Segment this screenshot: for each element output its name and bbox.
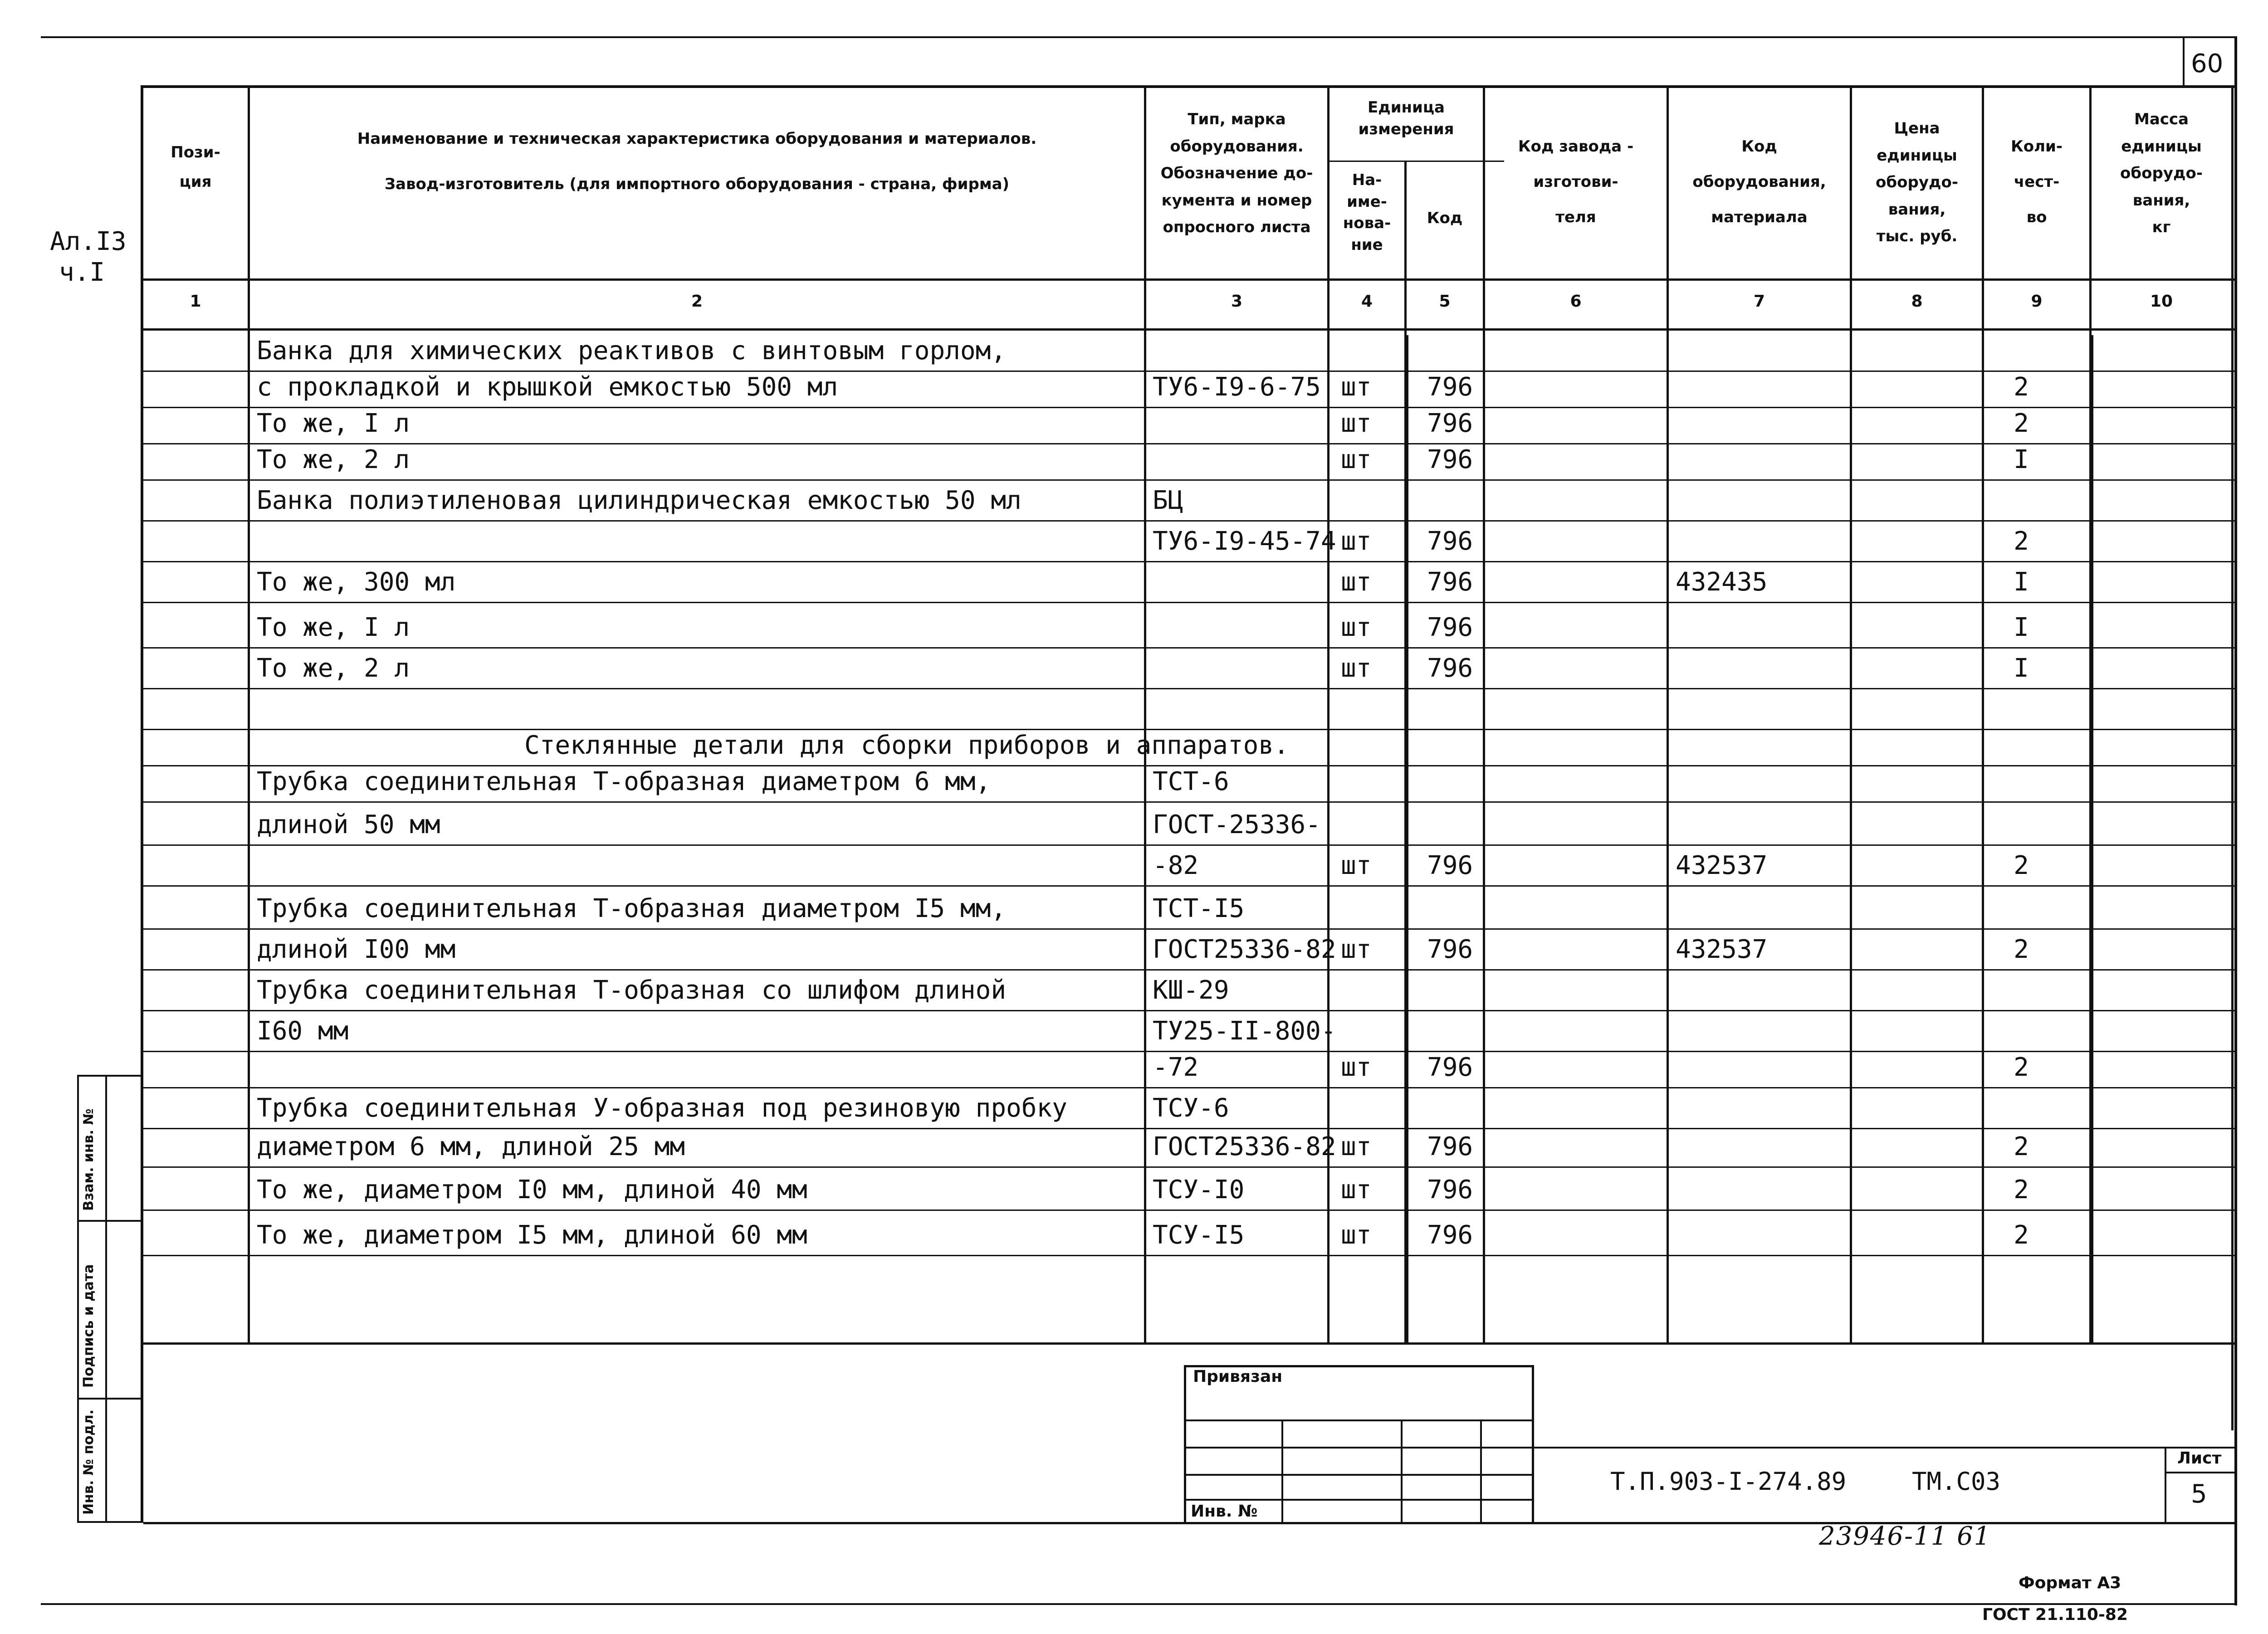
table-row — [143, 766, 2234, 802]
table-row — [143, 689, 2234, 730]
cell-qty: 2 — [2014, 1175, 2029, 1205]
header-unit-code: Код — [1427, 209, 1463, 227]
cell-code: 796 — [1427, 851, 1473, 880]
cell-code: 796 — [1427, 409, 1473, 438]
bound-label: Привязан — [1193, 1367, 1283, 1386]
table-row — [143, 408, 2234, 444]
cell-code: 796 — [1427, 1175, 1473, 1205]
cell-eq-code: 432537 — [1676, 935, 1768, 964]
table-row — [143, 886, 2234, 929]
table-row — [143, 444, 2234, 480]
frame-right — [2234, 36, 2237, 1605]
header-price: Цена единицы оборудо- вания, тыс. руб. — [1876, 119, 1958, 245]
cell-code: 796 — [1427, 1220, 1473, 1250]
header-position: Пози- ция — [171, 143, 220, 191]
cell-name: То же, 300 мл — [257, 567, 456, 597]
side-stamp-strip — [77, 1075, 141, 1524]
header-unit-name: На- име- нова- ние — [1343, 171, 1391, 254]
colnum-9: 9 — [2031, 292, 2043, 311]
gost-label: ГОСТ 21.110-82 — [1982, 1605, 2128, 1624]
table-row — [143, 730, 2234, 766]
table-row — [143, 371, 2234, 408]
cell-unit: шт — [1341, 527, 1372, 556]
cell-type: ГОСТ-25336- — [1153, 810, 1321, 839]
colnum-7: 7 — [1753, 292, 1765, 311]
format-label: Формат А3 — [2019, 1574, 2121, 1592]
sheet-label: Лист — [2177, 1449, 2222, 1468]
table-row — [143, 1129, 2234, 1167]
table-row — [143, 970, 2234, 1011]
table-row — [143, 1167, 2234, 1210]
side-label-line2: ч.I — [59, 258, 105, 287]
cell-name: Трубка соединительная Т-образная со шлифом длиной — [257, 976, 1007, 1005]
cell-name: Банка полиэтиленовая цилиндрическая емкостью 50 мл — [257, 486, 1022, 515]
table-row — [143, 1052, 2234, 1088]
cell-code: 796 — [1427, 527, 1473, 556]
cell-name: I60 мм — [257, 1016, 349, 1046]
cell-unit: шт — [1341, 1132, 1372, 1161]
table-row — [143, 521, 2234, 562]
header-name-line1: Наименование и техническая характеристика оборудования и материалов. — [357, 130, 1037, 148]
cell-unit: шт — [1341, 445, 1372, 474]
header-quantity: Коли- чест- во — [2011, 137, 2063, 227]
cell-type: ТСТ-6 — [1153, 767, 1229, 796]
table-row — [143, 562, 2234, 603]
colnum-8: 8 — [1911, 292, 1923, 311]
table-row — [143, 1088, 2234, 1129]
table-row — [143, 802, 2234, 845]
cell-code: 796 — [1427, 654, 1473, 683]
cell-name: Трубка соединительная Т-образная диаметром I5 мм, — [257, 894, 1007, 923]
cell-qty: 2 — [2014, 1053, 2029, 1082]
cell-name: То же, диаметром I0 мм, длиной 40 мм — [257, 1175, 807, 1205]
header-type: Тип, марка оборудования. Обозначение до- кумента и номер опросного листа — [1160, 110, 1313, 236]
spec-table — [143, 88, 2234, 1344]
cell-qty: 2 — [2014, 527, 2029, 556]
table-row — [143, 648, 2234, 689]
cell-qty: I — [2014, 613, 2029, 642]
colnum-1: 1 — [190, 292, 201, 311]
cell-qty: 2 — [2014, 1220, 2029, 1250]
cell-code: 796 — [1427, 445, 1473, 474]
top-margin-line — [41, 36, 2236, 38]
stamp-signature-date: Подпись и дата — [81, 1264, 97, 1388]
cell-unit: шт — [1341, 613, 1372, 642]
cell-name: То же, I л — [257, 409, 410, 438]
cell-name: длиной 50 мм — [257, 810, 440, 839]
handwritten-note: 23946-11 61 — [1819, 1522, 1991, 1551]
colnum-3: 3 — [1231, 292, 1243, 311]
cell-qty: 2 — [2014, 372, 2029, 402]
cell-name: То же, I л — [257, 613, 410, 642]
table-row — [143, 1011, 2234, 1052]
cell-type: ТСУ-I0 — [1153, 1175, 1245, 1205]
cell-code: 796 — [1427, 372, 1473, 402]
cell-type: ТУ6-I9-45-74 — [1153, 527, 1336, 556]
document-code: Т.П.903-I-274.89 — [1610, 1467, 1847, 1496]
cell-type: БЦ — [1153, 486, 1183, 515]
document-mark: ТМ.С03 — [1912, 1467, 2001, 1496]
cell-type: КШ-29 — [1153, 976, 1229, 1005]
header-unit: Единица измерения — [1358, 98, 1454, 138]
table-row — [143, 480, 2234, 521]
table-row — [143, 929, 2234, 970]
cell-unit: шт — [1341, 1220, 1372, 1250]
cell-unit: шт — [1341, 654, 1372, 683]
inventory-label: Инв. № — [1191, 1502, 1258, 1521]
cell-eq-code: 432537 — [1676, 851, 1768, 880]
cell-type: ТСТ-I5 — [1153, 894, 1245, 923]
stamp-original-inv: Инв. № подл. — [81, 1409, 97, 1515]
table-row — [143, 603, 2234, 648]
cell-qty: 2 — [2014, 935, 2029, 964]
cell-unit: шт — [1341, 935, 1372, 964]
cell-name: Банка для химических реактивов с винтовым горлом, — [257, 336, 1007, 366]
sheet-number: 5 — [2191, 1479, 2207, 1509]
header-equipment-code: Код оборудования, материала — [1692, 137, 1826, 227]
cell-type: ТУ25-II-800- — [1153, 1016, 1336, 1046]
frame-bottom — [41, 1603, 2237, 1605]
cell-name: Трубка соединительная Т-образная диаметром 6 мм, — [257, 767, 991, 796]
colnum-5: 5 — [1439, 292, 1451, 311]
table-row — [143, 1210, 2234, 1256]
colnum-4: 4 — [1361, 292, 1373, 311]
cell-name: длиной I00 мм — [257, 935, 456, 964]
cell-eq-code: 432435 — [1676, 567, 1768, 597]
cell-unit: шт — [1341, 372, 1372, 402]
colnum-10: 10 — [2150, 292, 2173, 311]
cell-code: 796 — [1427, 1132, 1473, 1161]
cell-type: -72 — [1153, 1053, 1199, 1082]
cell-unit: шт — [1341, 567, 1372, 597]
page-number-box-left — [2183, 38, 2185, 88]
colnum-6: 6 — [1570, 292, 1582, 311]
cell-code: 796 — [1427, 613, 1473, 642]
cell-qty: 2 — [2014, 409, 2029, 438]
cell-unit: шт — [1341, 409, 1372, 438]
side-label-line1: Ал.I3 — [50, 227, 127, 256]
table-row — [143, 1256, 2234, 1343]
cell-name: диаметром 6 мм, длиной 25 мм — [257, 1132, 685, 1161]
cell-name: То же, 2 л — [257, 445, 410, 474]
table-row — [143, 331, 2234, 371]
cell-qty: 2 — [2014, 1132, 2029, 1161]
cell-unit: шт — [1341, 1175, 1372, 1205]
stamp-replacement-inv: Взам. инв. № — [81, 1108, 97, 1211]
cell-name: То же, 2 л — [257, 654, 410, 683]
cell-name: с прокладкой и крышкой емкостью 500 мл — [257, 372, 838, 402]
cell-name: То же, диаметром I5 мм, длиной 60 мм — [257, 1220, 807, 1250]
cell-qty: I — [2014, 654, 2029, 683]
page-number: 60 — [2191, 49, 2224, 78]
cell-name: Стеклянные детали для сборки приборов и аппаратов. — [524, 731, 1289, 760]
cell-type: ТУ6-I9-6-75 — [1153, 372, 1321, 402]
header-name-line2: Завод-изготовитель (для импортного оборудования - страна, фирма) — [384, 175, 1010, 193]
table-body — [143, 331, 2234, 1343]
cell-type: -82 — [1153, 851, 1199, 880]
header-factory-code: Код завода - изготови- теля — [1518, 137, 1634, 227]
cell-qty: I — [2014, 567, 2029, 597]
cell-name: Трубка соединительная У-образная под резиновую пробку — [257, 1093, 1067, 1123]
cell-unit: шт — [1341, 851, 1372, 880]
colnum-2: 2 — [691, 292, 703, 311]
cell-type: ГОСТ25336-82 — [1153, 935, 1336, 964]
cell-qty: I — [2014, 445, 2029, 474]
cell-type: ГОСТ25336-82 — [1153, 1132, 1336, 1161]
table-row — [143, 845, 2234, 886]
cell-qty: 2 — [2014, 851, 2029, 880]
header-mass: Масса единицы оборудо- вания, кг — [2120, 110, 2203, 236]
cell-code: 796 — [1427, 1053, 1473, 1082]
cell-type: ТСУ-6 — [1153, 1093, 1229, 1123]
cell-type: ТСУ-I5 — [1153, 1220, 1245, 1250]
cell-code: 796 — [1427, 567, 1473, 597]
cell-unit: шт — [1341, 1053, 1372, 1082]
cell-code: 796 — [1427, 935, 1473, 964]
